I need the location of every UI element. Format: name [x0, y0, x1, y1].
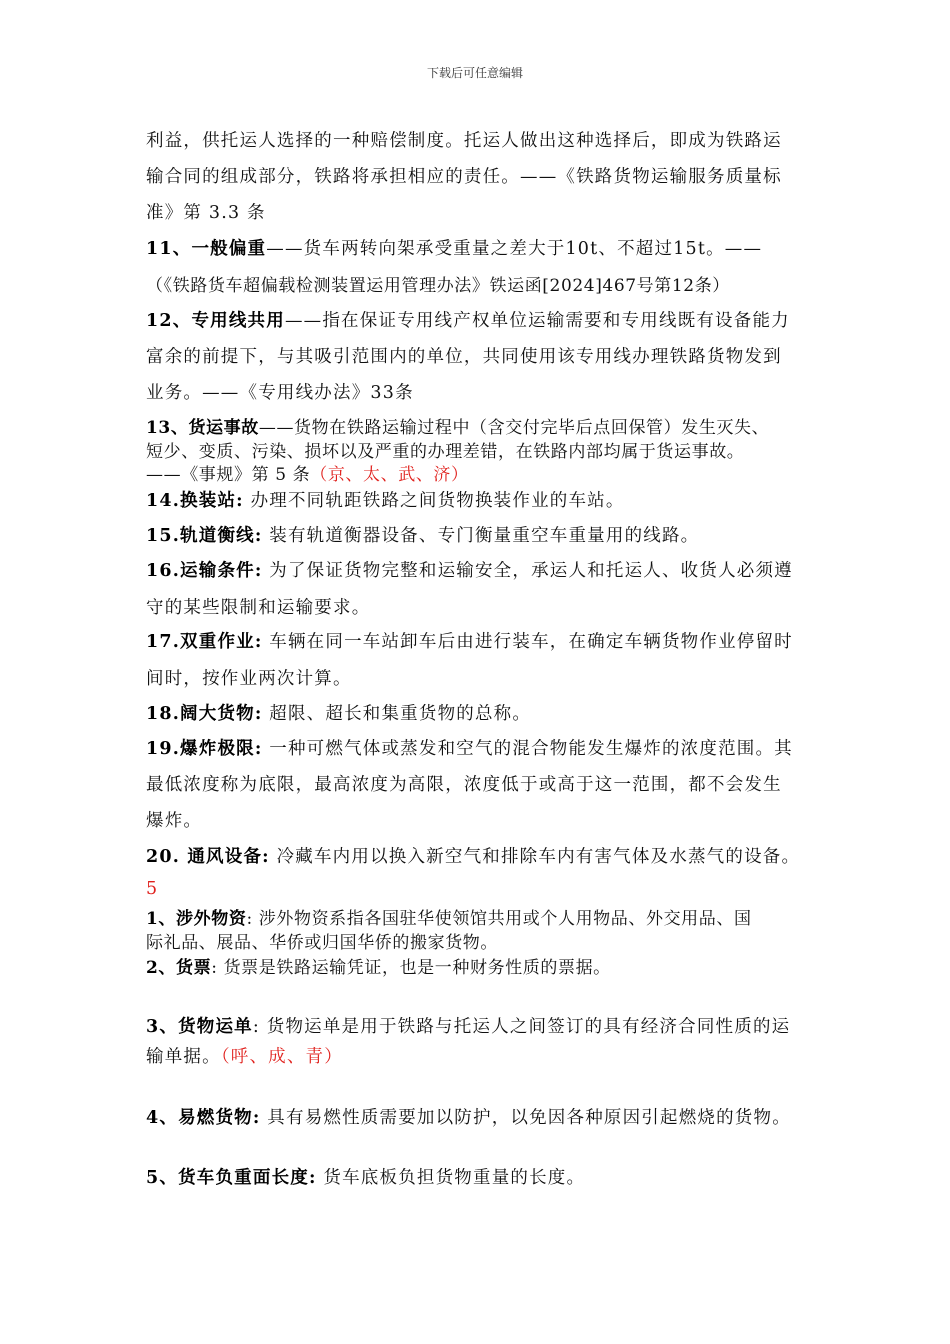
term-label: 13、货运事故: [146, 418, 259, 438]
paragraph-line: 守的某些限制和运输要求。: [146, 598, 371, 618]
definition-18: [146, 700, 531, 725]
paragraph-line: 短少、变质、污染、损坏以及严重的办理差错，在铁路内部均属于货运事故。: [146, 442, 745, 462]
red-annotation: （京、太、武、济）: [310, 465, 469, 485]
term-label: 20. 通风设备:: [146, 847, 270, 867]
section-number: 5: [146, 879, 159, 899]
paragraph-line: 际礼品、展品、华侨或归国华侨的搬家货物。: [146, 933, 498, 953]
definition-13: [146, 413, 769, 438]
definition-text: : 货票是铁路运输凭证，也是一种财务性质的票据。: [211, 958, 611, 978]
paragraph-line: 准》第 3.3 条: [146, 203, 266, 223]
definition-text: 车辆在同一车站卸车后由进行装车，在确定车辆货物作业停留时: [262, 632, 793, 652]
definition-5: [146, 1164, 585, 1189]
source-text: ——《事规》第 5 条: [146, 465, 311, 485]
paragraph-line: [146, 1043, 343, 1068]
definition-20: [146, 843, 800, 868]
term-label: 4、易燃货物:: [146, 1108, 261, 1128]
definition-text: 超限、超长和集重货物的总称。: [262, 704, 532, 724]
term-label: 16.运输条件:: [146, 561, 263, 581]
paragraph-line: 业务。——《专用线办法》33条: [146, 383, 414, 403]
definition-text: ——货车两转向架承受重量之差大于10t、不超过15t。——: [266, 239, 763, 259]
definition-text: : 涉外物资系指各国驻华使领馆共用或个人用物品、外交用品、国: [246, 909, 752, 929]
definition-text: 具有易燃性质需要加以防护，以免因各种原因引起燃烧的货物。: [260, 1108, 791, 1128]
term-label: 18.阔大货物:: [146, 704, 263, 724]
term-label: 3、货物运单: [146, 1017, 253, 1037]
paragraph-line: [146, 460, 469, 485]
definition-19: [146, 735, 793, 760]
term-label: 12、专用线共用: [146, 311, 285, 331]
term-label: 14.换装站:: [146, 491, 244, 511]
definition-text: 装有轨道衡器设备、专门衡量重空车重量用的线路。: [262, 526, 700, 546]
paragraph-line: （《铁路货车超偏载检测装置运用管理办法》铁运函[2024]467号第12条）: [146, 276, 730, 296]
definition-15: [146, 522, 699, 547]
definition-text: 办理不同轨距铁路之间货物换装作业的车站。: [243, 491, 625, 511]
page-header: 下载后可任意编辑: [426, 66, 523, 80]
paragraph-line: 利益，供托运人选择的一种赔偿制度。托运人做出这种选择后，即成为铁路运: [146, 131, 782, 151]
definition-text: : 货物运单是用于铁路与托运人之间签订的具有经济合同性质的运: [252, 1017, 791, 1037]
definition-text: ——指在保证专用线产权单位运输需要和专用线既有设备能力: [284, 311, 790, 331]
definition-text: 一种可燃气体或蒸发和空气的混合物能发生爆炸的浓度范围。其: [262, 739, 793, 759]
definition-11: [146, 235, 762, 260]
paragraph-line: 间时，按作业两次计算。: [146, 669, 352, 689]
definition-text: 为了保证货物完整和运输安全，承运人和托运人、收货人必须遵: [262, 561, 793, 581]
paragraph-line: 富余的前提下，与其吸引范围内的单位，共同使用该专用线办理铁路货物发到: [146, 347, 782, 367]
definition-12: [146, 307, 790, 332]
definition-text: 货车底板负担货物重量的长度。: [316, 1168, 586, 1188]
definition-2: [146, 953, 611, 978]
term-label: 11、一般偏重: [146, 239, 267, 259]
definition-text: 输单据。: [146, 1047, 221, 1067]
paragraph-line: 最低浓度称为底限，最高浓度为高限，浓度低于或高于这一范围，都不会发生: [146, 775, 782, 795]
term-label: 5、货车负重面长度:: [146, 1168, 317, 1188]
term-label: 17.双重作业:: [146, 632, 263, 652]
term-label: 15.轨道衡线:: [146, 526, 263, 546]
paragraph-line: 输合同的组成部分，铁路将承担相应的责任。——《铁路货物运输服务质量标: [146, 167, 782, 187]
definition-text: ——货物在铁路运输过程中（含交付完毕后点回保管）发生灭失、: [258, 418, 770, 438]
term-label: 19.爆炸极限:: [146, 739, 263, 759]
term-label: 1、涉外物资: [146, 909, 247, 929]
definition-16: [146, 557, 793, 582]
definition-17: [146, 628, 793, 653]
definition-4: [146, 1104, 791, 1129]
definition-1: [146, 904, 752, 929]
definition-text: 冷藏车内用以换入新空气和排除车内有害气体及水蒸气的设备。: [269, 847, 801, 867]
paragraph-line: 爆炸。: [146, 811, 203, 831]
definition-14: [146, 487, 625, 512]
term-label: 2、货票: [146, 958, 212, 978]
red-annotation: （呼、成、青）: [220, 1047, 343, 1067]
definition-3: [146, 1013, 790, 1038]
